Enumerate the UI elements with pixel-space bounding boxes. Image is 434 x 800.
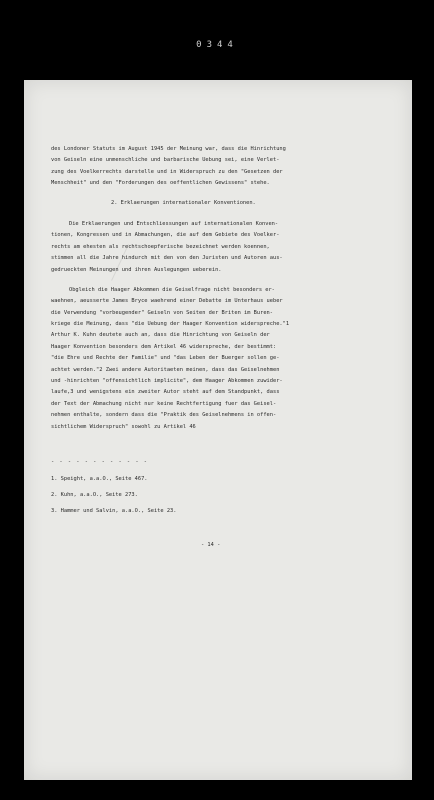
text-line: von Geiseln eine unmenschliche und barbarische Uebung sei, eine Verlet- — [51, 157, 280, 164]
paragraph-2 — [51, 219, 396, 276]
text-line: waehnen, aeusserte James Bryce waehrend einer Debatte im Unterhaus ueber — [51, 298, 283, 305]
text-line: Die Erklaerungen und Entschliessungen auf internationalen Konven- — [69, 220, 279, 227]
text-line: nehmen enthalte, sondern dass die "Praktik des Geiselnehmens in offen- — [51, 412, 277, 419]
text-line: Menschheit" und den "Forderungen des oeffentlichen Gewissens" stehe. — [51, 180, 270, 187]
text-line: laufe,3 und wenigstens ein zweiter Autor steht auf dem Standpunkt, dass — [51, 389, 280, 396]
text-line: achtet werden."2 Zwei andere Autoritaeten meinen, dass das Geiselnehmen — [51, 366, 280, 373]
text-line: der Text der Abmachung nicht nur keine Rechtfertigung fuer das Geisel- — [51, 400, 277, 407]
text-line: des Londoner Statuts im August 1945 der Meinung war, dass die Hinrichtung — [51, 146, 286, 152]
film-frame-number: 0344 — [196, 40, 238, 50]
paragraph-3 — [51, 285, 396, 433]
text-line: stimmen all die Jahre hindurch mit den von den Juristen und Autoren aus- — [51, 255, 283, 262]
paragraph-1 — [51, 144, 396, 190]
text-line: "die Ehre und Rechte der Familie" und "das Leben der Buerger sollen ge- — [51, 355, 280, 362]
text-line: und -hinrichten "offensichtlich implicite", dem Haager Abkommen zuwider- — [51, 378, 283, 385]
page-number: - 14 - — [201, 542, 221, 549]
typewritten-text — [51, 144, 396, 552]
footnote: 3. Hammer und Salvin, a.a.O., Seite 23. — [51, 508, 177, 515]
footnote: 1. Speight, a.a.O., Seite 467. — [51, 476, 148, 483]
text-line: Arthur K. Kuhn deutete auch an, dass die Hinrichtung von Geiseln der — [51, 332, 270, 339]
text-line: zung des Voelkerrechts darstelle und in Widerspruch zu den "Gesetzen der — [51, 168, 283, 175]
text-line: tionen, Kongressen und in Abmachungen, die auf dem Gebiete des Voelker- — [51, 232, 280, 239]
footnote: 2. Kuhn, a.a.O., Seite 273. — [51, 492, 138, 499]
text-line: gedrueckten Meinungen und ihren Auslegungen ueberein. — [51, 266, 222, 273]
text-line: die Verwendung "vorbeugender" Geiseln von Seiten der Briten im Buren- — [51, 309, 273, 316]
text-line: rechts am ehesten als rechtschoepferische bezeichnet werden koennen, — [51, 243, 270, 250]
section-heading: 2. Erklaerungen internationaler Konventionen. — [111, 199, 256, 206]
footnotes — [51, 474, 396, 522]
text-line: Haager Konvention besonders dem Artikel 46 widerspreche, der bestimmt: — [51, 343, 277, 350]
text-line: sichtlichem Widerspruch" sowohl zu Artikel 46 — [51, 423, 196, 430]
text-line: kriege die Meinung, dass "die Uebung der Haager Konvention widerspreche."1 — [51, 321, 290, 328]
document-page — [24, 80, 412, 780]
footnote-separator: - - - - - - - - - - - - — [51, 458, 148, 465]
text-line: Obgleich die Haager Abkommen die Geiselfrage nicht besonders er- — [69, 286, 275, 293]
